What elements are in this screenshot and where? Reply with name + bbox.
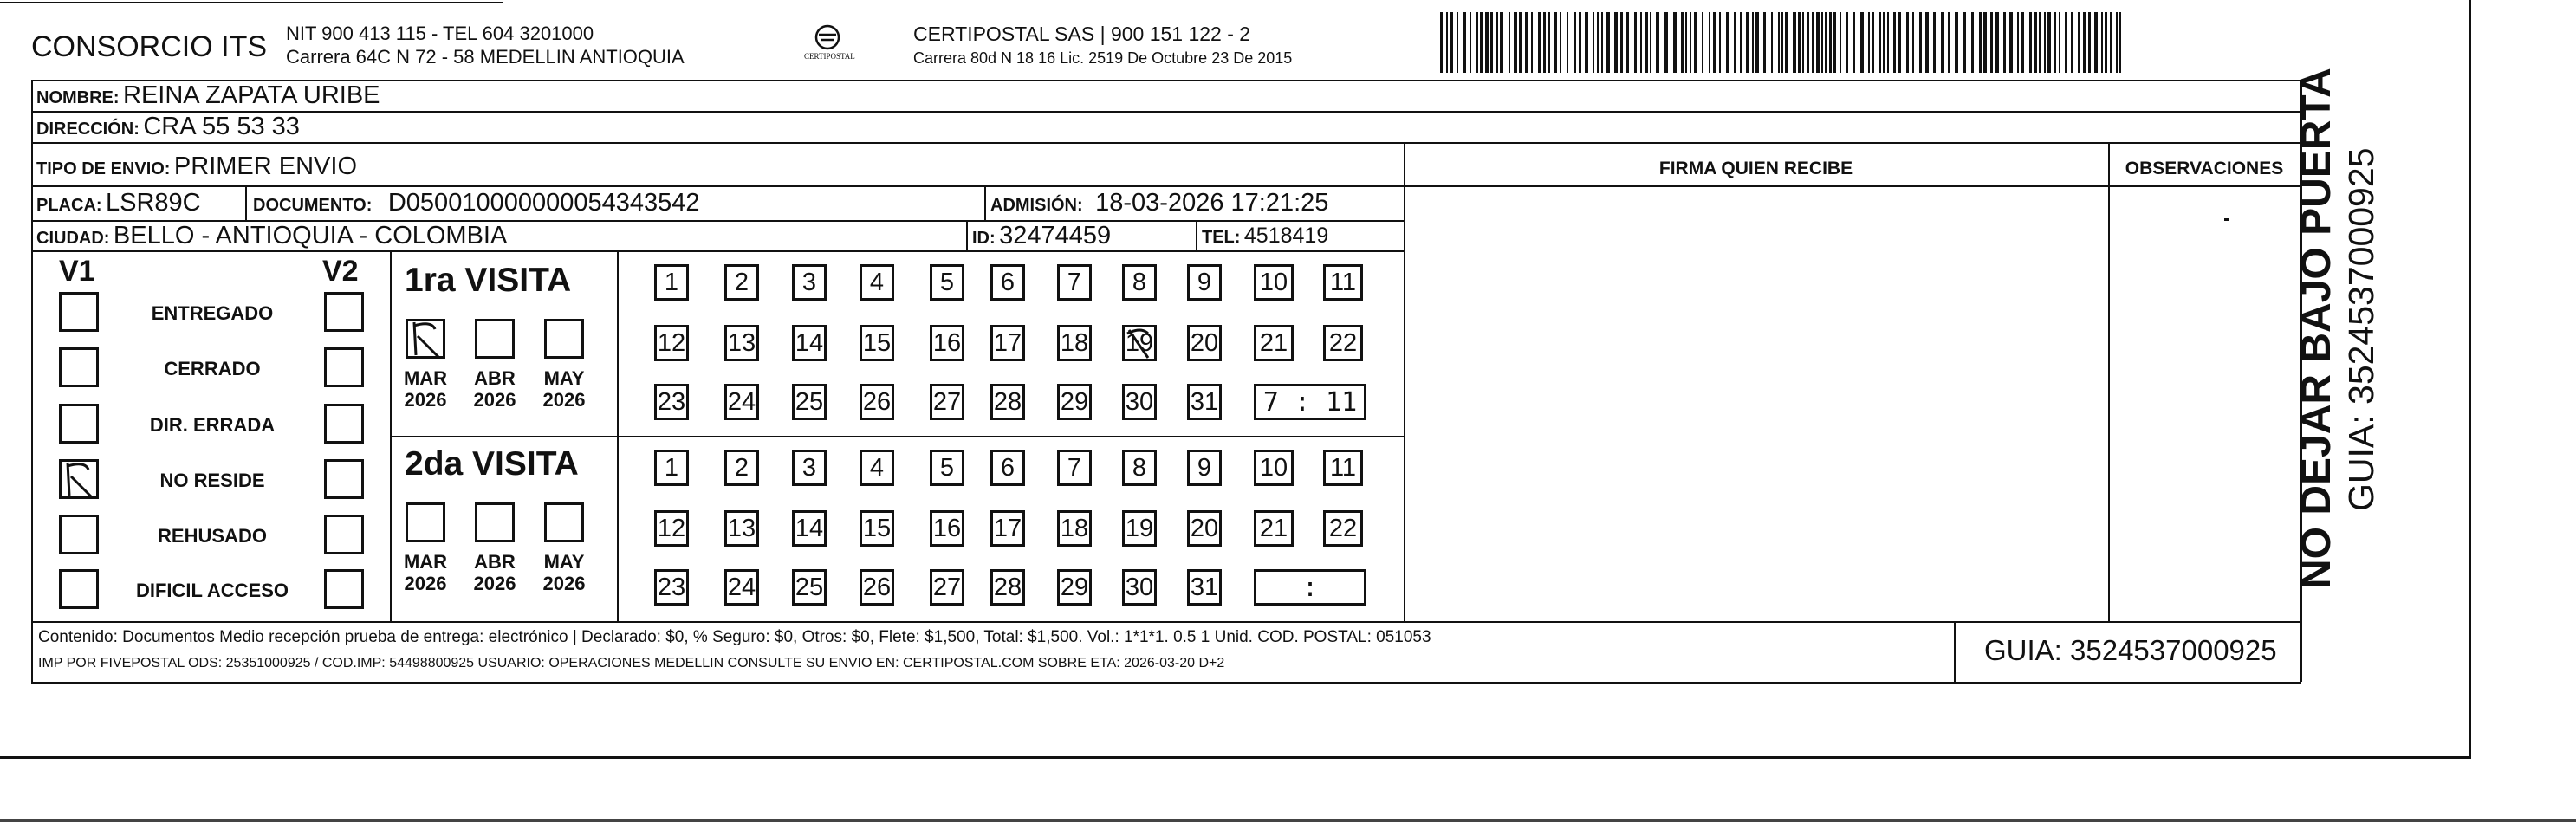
visit2-day-16[interactable]: 16 <box>930 510 964 547</box>
documento-label: DOCUMENTO: <box>253 196 373 215</box>
col-days-div <box>617 250 619 621</box>
visit2-day-15[interactable]: 15 <box>860 510 894 547</box>
observaciones-mark <box>2224 218 2229 221</box>
visit1-day-5[interactable]: 5 <box>930 264 964 301</box>
visit2-day-24[interactable]: 24 <box>724 569 759 606</box>
tel-value: 4518419 <box>1243 224 1329 248</box>
admision-label: ADMISIÓN: <box>990 196 1083 215</box>
footer-guia: GUIA: 3524537000925 <box>1984 634 2277 666</box>
company-address: Carrera 64C N 72 - 58 MEDELLIN ANTIOQUIA <box>286 46 685 68</box>
ciudad-value: BELLO - ANTIOQUIA - COLOMBIA <box>113 222 508 249</box>
visit2-day-4[interactable]: 4 <box>860 450 894 486</box>
visit2-day-23[interactable]: 23 <box>654 569 689 606</box>
id-row <box>972 224 1111 249</box>
visit1-day-20[interactable]: 20 <box>1187 325 1222 361</box>
visit2-day-28[interactable]: 28 <box>990 569 1025 606</box>
v2-checkbox[interactable] <box>324 569 364 609</box>
visit2-day-9[interactable]: 9 <box>1187 450 1222 486</box>
tel-row <box>1202 225 1328 247</box>
visit1-day-22[interactable]: 22 <box>1323 325 1363 361</box>
visit1-month-checkbox-mar[interactable] <box>406 319 445 359</box>
visit1-day-11[interactable]: 11 <box>1323 264 1363 301</box>
firma-header: FIRMA QUIEN RECIBE <box>1658 159 1853 178</box>
side-guia: GUIA: 3524537000925 <box>2341 147 2381 511</box>
company-name: CONSORCIO ITS <box>31 30 268 63</box>
nombre-value: REINA ZAPATA URIBE <box>123 81 380 109</box>
mid-divider <box>390 436 1405 437</box>
visit1-day-19[interactable]: 19 <box>1122 325 1157 361</box>
visit1-day-12[interactable]: 12 <box>654 325 689 361</box>
month-name: ABR <box>474 367 516 389</box>
visit1-day-23[interactable]: 23 <box>654 384 689 420</box>
visit2-day-14[interactable]: 14 <box>792 510 827 547</box>
month-name: MAR <box>403 551 448 573</box>
logo-text: CERTIPOSTAL <box>804 52 855 61</box>
tipo-label: TIPO DE ENVIO: <box>36 159 171 178</box>
visit2-day-25[interactable]: 25 <box>792 569 827 606</box>
grid-left <box>31 80 33 682</box>
visit2-day-7[interactable]: 7 <box>1057 450 1092 486</box>
visit1-day-15[interactable]: 15 <box>860 325 894 361</box>
visit1-day-13[interactable]: 13 <box>724 325 759 361</box>
carrier-name: CERTIPOSTAL SAS | 900 151 122 - 2 <box>913 23 1251 45</box>
visit2-day-6[interactable]: 6 <box>990 450 1025 486</box>
status-label: CERRADO <box>164 358 261 379</box>
placa-label: PLACA: <box>36 196 102 215</box>
tel-label: TEL: <box>1202 228 1241 247</box>
row-line-5 <box>31 250 1405 252</box>
page-bottom-edge <box>0 756 2471 759</box>
month-year: 2026 <box>404 389 447 412</box>
visit1-day-30[interactable]: 30 <box>1122 384 1157 420</box>
documento-value: D050010000000054343542 <box>387 189 700 217</box>
visit2-month-label <box>538 551 590 595</box>
side-warning: NO DEJAR BAJO PUERTA <box>2294 68 2339 589</box>
visit2-day-22[interactable]: 22 <box>1323 510 1363 547</box>
visit1-day-21[interactable]: 21 <box>1254 325 1294 361</box>
visit2-day-19[interactable]: 19 <box>1122 510 1157 547</box>
col-obs-left <box>2108 142 2110 622</box>
footer-content: Contenido: Documentos Medio recepción prueba de entrega: electrónico | Declarado: $0, % Seguro: $0, Otros: $0, Flete: $1,500, Total: $1,500. Vol.: 1*1*1. 0.5 1 Unid. COD. POSTAL: 051053 <box>38 628 1431 646</box>
v1-checkbox[interactable] <box>59 569 99 609</box>
visit1-title: 1ra VISITA <box>405 262 572 299</box>
visit1-day-4[interactable]: 4 <box>860 264 894 301</box>
visit1-day-14[interactable]: 14 <box>792 325 827 361</box>
status-label: NO RESIDE <box>159 470 265 491</box>
v2-checkbox[interactable] <box>324 459 364 499</box>
visit2-day-21[interactable]: 21 <box>1254 510 1294 547</box>
visit1-month-checkbox-may[interactable] <box>544 319 584 359</box>
visit1-day-31[interactable]: 31 <box>1187 384 1222 420</box>
scan-bottom-line <box>0 819 2576 822</box>
observaciones-header: OBSERVACIONES <box>2125 159 2284 178</box>
visit1-day-26[interactable]: 26 <box>860 384 894 420</box>
v2-header: V2 <box>322 255 359 288</box>
footer-line <box>31 621 2301 623</box>
visit1-month-label <box>469 367 521 412</box>
v1-checkbox[interactable] <box>59 459 99 499</box>
visit2-day-27[interactable]: 27 <box>930 569 964 606</box>
month-name: MAR <box>403 367 448 389</box>
row-line-2 <box>31 142 2301 144</box>
placa-row <box>36 191 201 216</box>
visit1-day-3[interactable]: 3 <box>792 264 827 301</box>
visit2-month-checkbox-abr[interactable] <box>475 502 515 542</box>
visit2-day-30[interactable]: 30 <box>1122 569 1157 606</box>
documento-row <box>253 191 700 216</box>
month-name: MAY <box>543 367 585 389</box>
visit2-month-label <box>399 551 451 595</box>
visit2-day-20[interactable]: 20 <box>1187 510 1222 547</box>
visit1-day-28[interactable]: 28 <box>990 384 1025 420</box>
visit2-day-8[interactable]: 8 <box>1122 450 1157 486</box>
visit2-day-17[interactable]: 17 <box>990 510 1025 547</box>
visit1-day-9[interactable]: 9 <box>1187 264 1222 301</box>
v2-checkbox[interactable] <box>324 404 364 444</box>
visit1-day-18[interactable]: 18 <box>1057 325 1092 361</box>
v2-checkbox[interactable] <box>324 515 364 554</box>
status-label: REHUSADO <box>158 525 267 547</box>
visit2-day-18[interactable]: 18 <box>1057 510 1092 547</box>
direccion-label: DIRECCIÓN: <box>36 120 140 139</box>
visit2-day-5[interactable]: 5 <box>930 450 964 486</box>
carrier-address: Carrera 80d N 18 16 Lic. 2519 De Octubre 23 De 2015 <box>913 49 1293 67</box>
nombre-label: NOMBRE: <box>36 88 120 107</box>
direccion-row <box>36 114 300 139</box>
v1-checkbox[interactable] <box>59 347 99 387</box>
row-line-1 <box>31 111 2301 113</box>
visit1-day-24[interactable]: 24 <box>724 384 759 420</box>
page-right-edge <box>2469 0 2471 758</box>
visit2-day-1[interactable]: 1 <box>654 450 689 486</box>
ciudad-label: CIUDAD: <box>36 229 110 248</box>
tipo-value: PRIMER ENVIO <box>173 152 358 180</box>
month-year: 2026 <box>473 389 516 412</box>
col-firma-left <box>1404 142 1405 622</box>
visit2-month-checkbox-mar[interactable] <box>406 502 445 542</box>
visit1-day-27[interactable]: 27 <box>930 384 964 420</box>
v1-checkbox[interactable] <box>59 292 99 332</box>
month-year: 2026 <box>542 389 586 412</box>
visit2-time-box[interactable]: : <box>1254 569 1366 606</box>
direccion-value: CRA 55 53 33 <box>143 113 300 140</box>
status-label: DIFICIL ACCESO <box>135 580 289 601</box>
barcode <box>1440 12 2133 73</box>
visit2-title: 2da VISITA <box>405 445 579 483</box>
col-admision-div <box>984 185 986 220</box>
grid-bottom <box>31 682 2301 684</box>
status-label: ENTREGADO <box>151 302 274 324</box>
visit2-day-26[interactable]: 26 <box>860 569 894 606</box>
ciudad-row <box>36 224 507 249</box>
col-tel-div <box>1196 220 1197 250</box>
admision-row <box>990 191 1328 216</box>
certipostal-logo <box>801 23 853 70</box>
month-year: 2026 <box>404 573 447 595</box>
visit1-month-checkbox-abr[interactable] <box>475 319 515 359</box>
col-id-div <box>966 220 968 250</box>
visit2-month-checkbox-may[interactable] <box>544 502 584 542</box>
v1-checkbox[interactable] <box>59 404 99 444</box>
v1-header: V1 <box>59 255 95 288</box>
visit1-month-label <box>399 367 451 412</box>
visit1-day-16[interactable]: 16 <box>930 325 964 361</box>
col-guia-div <box>1954 621 1956 682</box>
company-nit: NIT 900 413 115 - TEL 604 3201000 <box>286 23 594 44</box>
visit2-day-12[interactable]: 12 <box>654 510 689 547</box>
visit2-day-11[interactable]: 11 <box>1323 450 1363 486</box>
visit1-day-8[interactable]: 8 <box>1122 264 1157 301</box>
visit1-time-box[interactable]: 7 : 11 <box>1254 384 1366 420</box>
col-status-div <box>390 250 392 621</box>
col-placa-div <box>245 185 247 220</box>
visit2-day-3[interactable]: 3 <box>792 450 827 486</box>
month-year: 2026 <box>473 573 516 595</box>
nombre-row <box>36 83 380 108</box>
id-value: 32474459 <box>999 222 1112 249</box>
visit1-day-25[interactable]: 25 <box>792 384 827 420</box>
visit1-day-2[interactable]: 2 <box>724 264 759 301</box>
visit2-day-13[interactable]: 13 <box>724 510 759 547</box>
visit2-day-31[interactable]: 31 <box>1187 569 1222 606</box>
visit1-day-10[interactable]: 10 <box>1254 264 1294 301</box>
visit2-day-29[interactable]: 29 <box>1057 569 1092 606</box>
admision-value: 18-03-2026 17:21:25 <box>1095 189 1329 217</box>
month-year: 2026 <box>542 573 586 595</box>
visit1-day-7[interactable]: 7 <box>1057 264 1092 301</box>
visit1-day-29[interactable]: 29 <box>1057 384 1092 420</box>
placa-value: LSR89C <box>106 189 201 217</box>
month-name: MAY <box>543 551 585 573</box>
v1-checkbox[interactable] <box>59 515 99 554</box>
footer-imp: IMP POR FIVEPOSTAL ODS: 25351000925 / COD.IMP: 54498800925 USUARIO: OPERACIONES MEDELLIN CONSULTE SU ENVIO EN: CERTIPOSTAL.COM SOBRE ETA: 2026-03-20 D+2 <box>38 656 1225 671</box>
tipo-row <box>36 154 357 179</box>
visit2-day-10[interactable]: 10 <box>1254 450 1294 486</box>
id-label: ID: <box>972 229 996 248</box>
visit1-month-label <box>538 367 590 412</box>
visit1-day-6[interactable]: 6 <box>990 264 1025 301</box>
status-label: DIR. ERRADA <box>149 414 276 436</box>
month-name: ABR <box>474 551 516 573</box>
scan-top-line <box>0 2 503 3</box>
v2-checkbox[interactable] <box>324 292 364 332</box>
visit1-day-17[interactable]: 17 <box>990 325 1025 361</box>
visit1-day-1[interactable]: 1 <box>654 264 689 301</box>
visit2-day-2[interactable]: 2 <box>724 450 759 486</box>
visit2-month-label <box>469 551 521 595</box>
row-line-3 <box>31 185 2301 187</box>
v2-checkbox[interactable] <box>324 347 364 387</box>
